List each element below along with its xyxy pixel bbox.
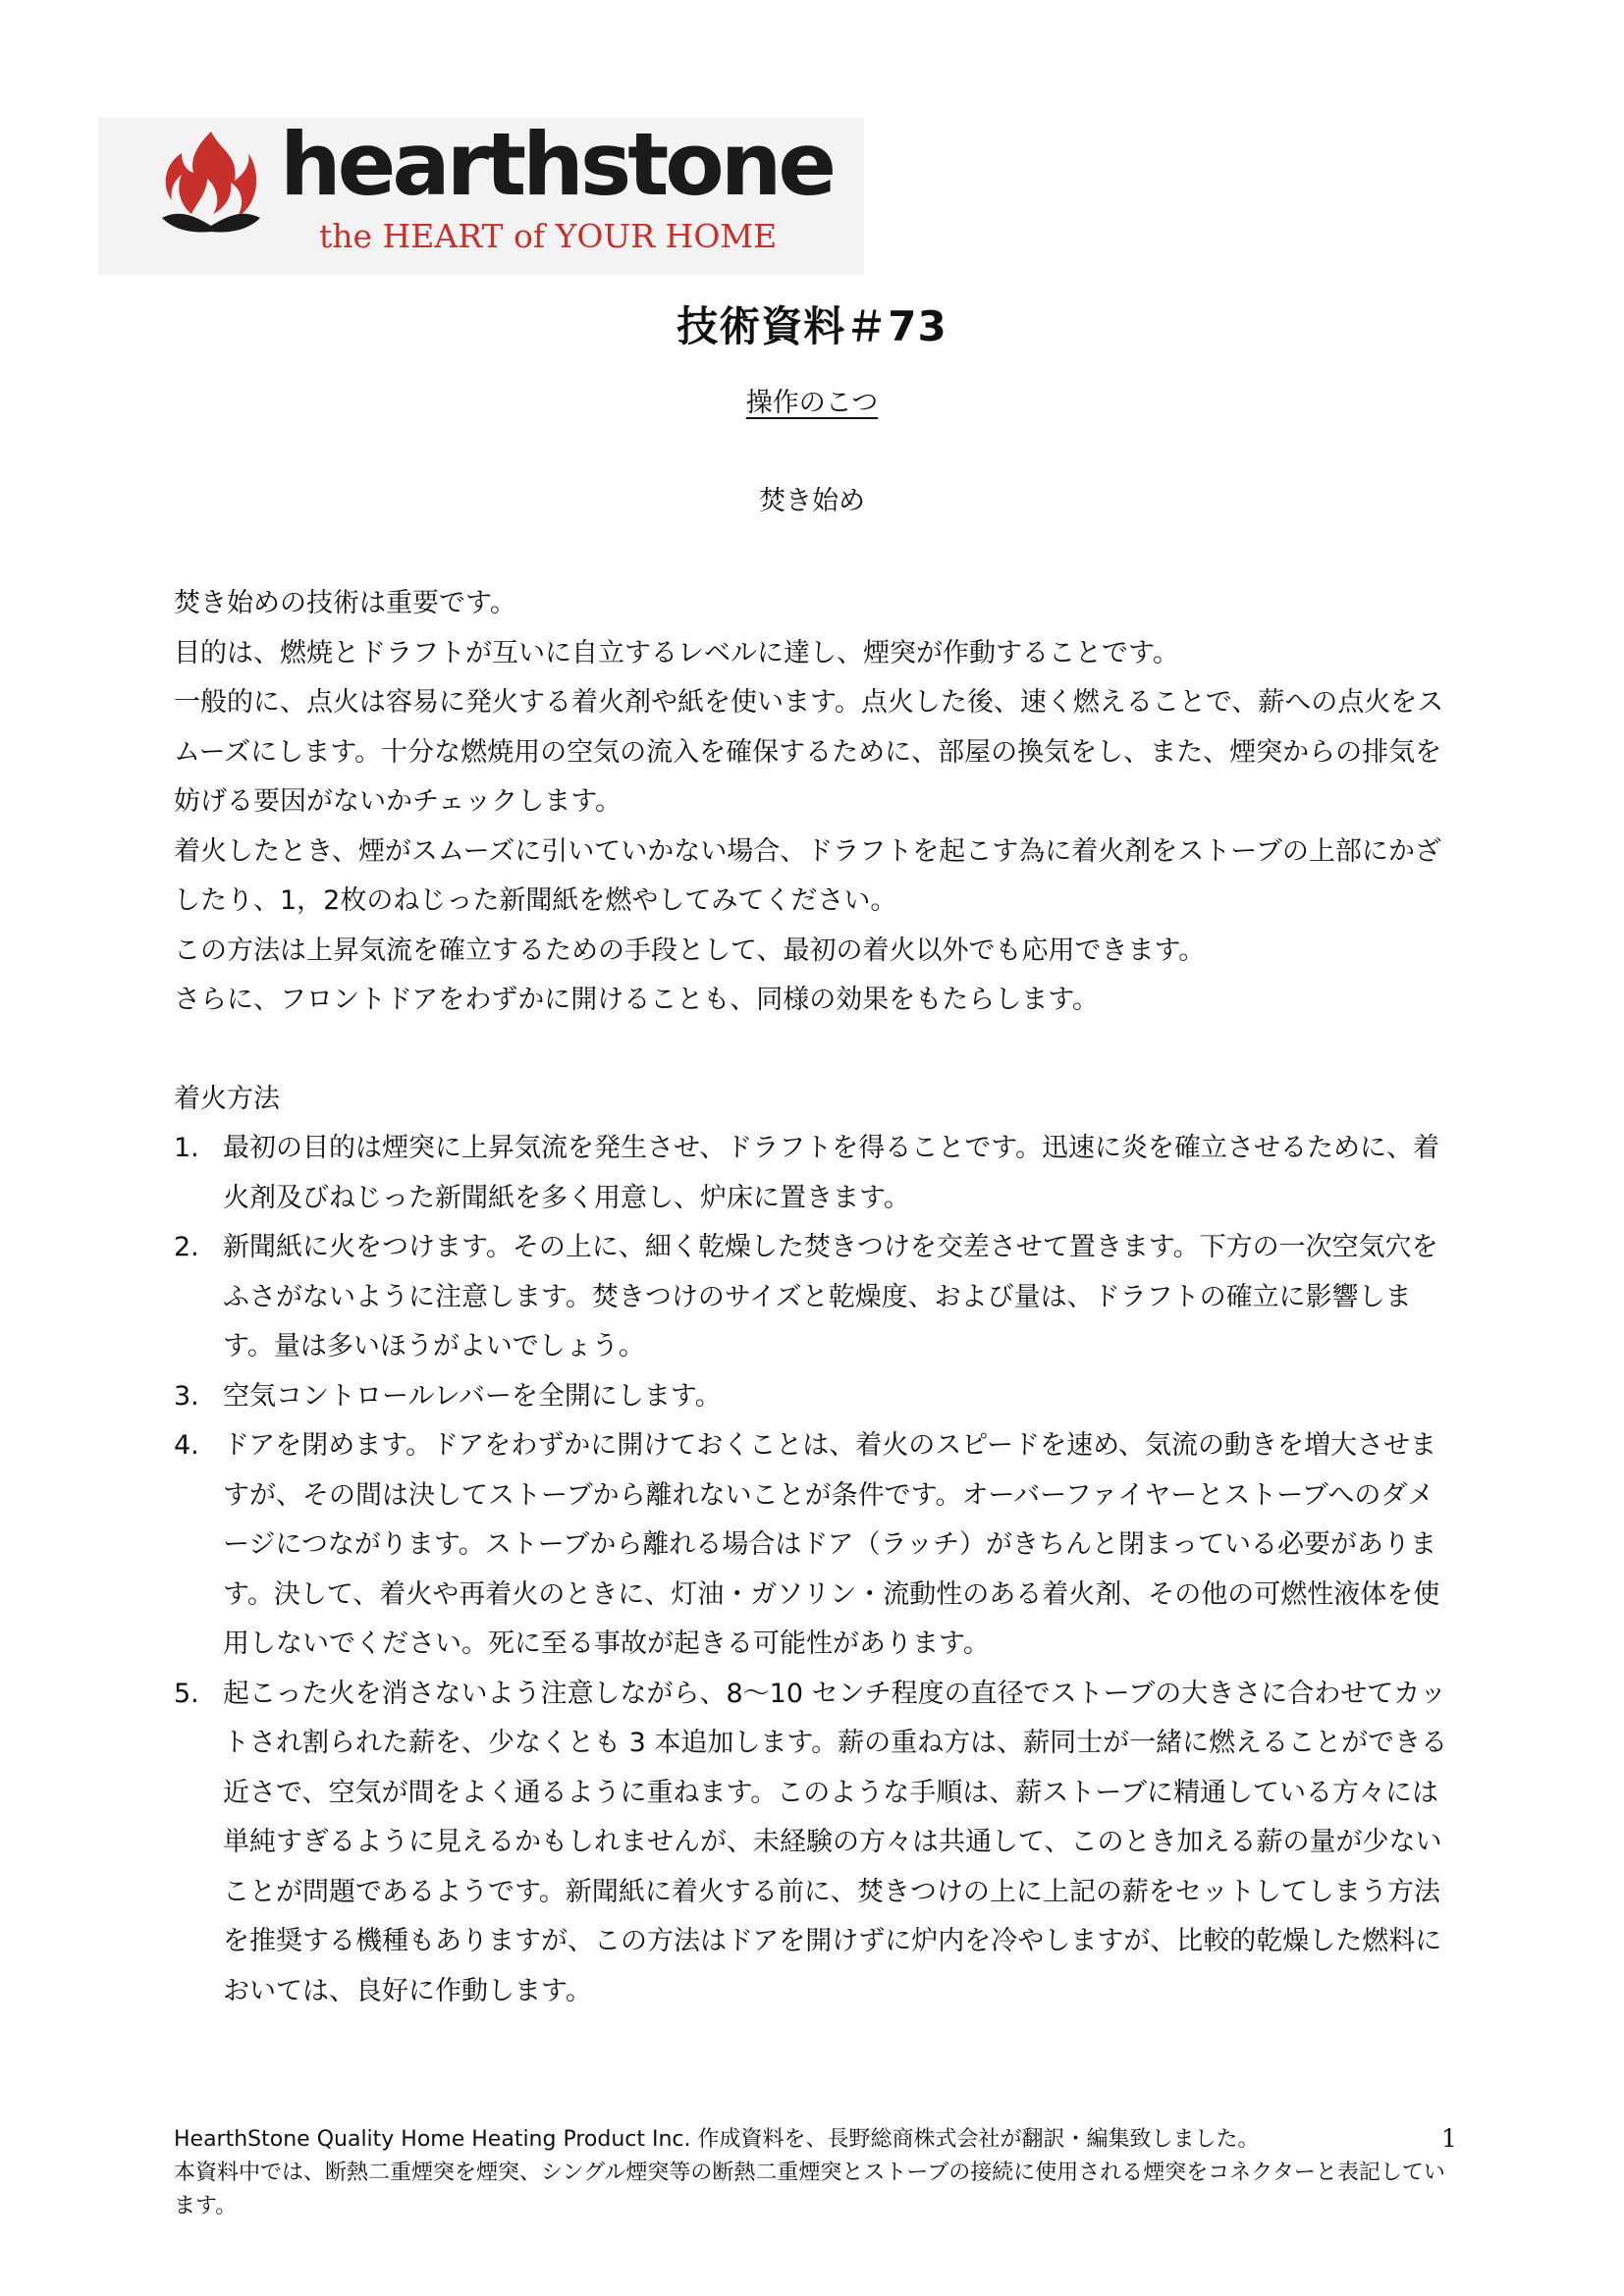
logo-tagline: the HEART of YOUR HOME xyxy=(319,217,778,255)
document-body xyxy=(174,579,1450,2016)
footer-note xyxy=(174,2123,1450,2223)
step-text: 起こった火を消さないよう注意しながら、8～10 センチ程度の直径でストーブの大きさに合わせてカットされ割られた薪を、少なくとも 3 本追加します。薪の重ね方は、薪同士が一緒に燃えることができる近さで、空気が間をよく通るように重ねます。このような手順は、薪ストーブに精通している方々には単純すぎるように見えるかもしれませんが、未経験の方々は共通して、このとき加える薪の量が少ないことが問題であるようです。新聞紙に着火する前に、焚きつけの上に上記の薪をセットしてしまう方法を推奨する機種もありますが、この方法はドアを開けずに炉内を冷やしますが、比較的乾燥した燃料においては、良好に作動します。 xyxy=(223,1678,1448,2006)
step-number: 2. xyxy=(174,1232,199,1262)
list-item xyxy=(174,1223,1450,1372)
flame-icon xyxy=(152,124,270,241)
intro-paragraph: さらに、フロントドアをわずかに開けることも、同様の効果をもたらします。 xyxy=(174,985,1100,1015)
list-item xyxy=(174,1421,1450,1670)
intro-paragraph: 焚き始めの技術は重要です。 xyxy=(174,588,516,618)
step-number: 4. xyxy=(174,1430,199,1461)
step-number: 1. xyxy=(174,1133,199,1163)
footer-terminology-note: 本資料中では、断熱二重煙突を煙突、シングル煙突等の断熱二重煙突とストーブの接続に使用される煙突をコネクターと表記しています。 xyxy=(174,2161,1445,2218)
intro-paragraph: 目的は、燃焼とドラフトが互いに自立するレベルに達し、煙突が作動することです。 xyxy=(174,637,1179,668)
step-text: 空気コントロールレバーを全開にします。 xyxy=(223,1380,722,1412)
list-item xyxy=(174,1670,1450,2017)
step-text: 最初の目的は煙突に上昇気流を発生させ、ドラフトを得ることです。迅速に炎を確立させるために、着火剤及びねじった新聞紙を多く用意し、炉床に置きます。 xyxy=(223,1133,1440,1213)
footer-credit: HearthStone Quality Home Heating Product Inc. 作成資料を、長野総商株式会社が翻訳・編集致しました。 xyxy=(174,2127,1260,2152)
method-steps-list xyxy=(174,1124,1450,2016)
intro-paragraph: この方法は上昇気流を確立するための手段として、最初の着火以外でも応用できます。 xyxy=(174,934,1206,966)
intro-paragraph: 着火したとき、煙がスムーズに引いていかない場合、ドラフトを起こす為に着火剤をストーブの上部にかざしたり、1，2枚のねじった新聞紙を燃やしてみてください。 xyxy=(174,835,1441,916)
logo-wordmark: hearthstone xyxy=(280,114,834,215)
step-text: 新聞紙に火をつけます。その上に、細く乾燥した焚きつけを交差させて置きます。下方の一次空気穴をふさがないように注意します。焚きつけのサイズと乾燥度、および量は、ドラフトの確立に影響します。量は多いほうがよいでしょう。 xyxy=(223,1232,1438,1362)
step-text: ドアを閉めます。ドアをわずかに開けておくことは、着火のスピードを速め、気流の動きを増大させますが、その間は決してストーブから離れないことが条件です。オーバーファイヤーとストーブへのダメージにつながります。ストーブから離れる場合はドア（ラッチ）がきちんと閉まっている必要があります。決して、着火や再着火のときに、灯油・ガソリン・流動性のある着火剤、その他の可燃性液体を使用しないでください。死に至る事故が起きる可能性があります。 xyxy=(223,1430,1440,1659)
method-heading: 着火方法 xyxy=(174,1083,280,1114)
step-number: 5. xyxy=(174,1678,199,1709)
hearthstone-logo xyxy=(98,114,864,275)
intro-paragraph: 一般的に、点火は容易に発火する着火剤や紙を使います。点火した後、速く燃えることで、薪への点火をスムーズにします。十分な燃焼用の空気の流入を確保するために、部屋の換気をし、また、煙突からの排気を妨げる要因がないかチェックします。 xyxy=(174,687,1444,817)
page-number: 1 xyxy=(1441,2124,1457,2153)
page-subtitle: 操作のこつ xyxy=(745,388,879,418)
page-title: 技術資料＃73 xyxy=(677,302,947,350)
list-item xyxy=(174,1372,1450,1422)
step-number: 3. xyxy=(174,1380,199,1412)
section-title: 焚き始め xyxy=(759,486,865,516)
list-item xyxy=(174,1124,1450,1223)
